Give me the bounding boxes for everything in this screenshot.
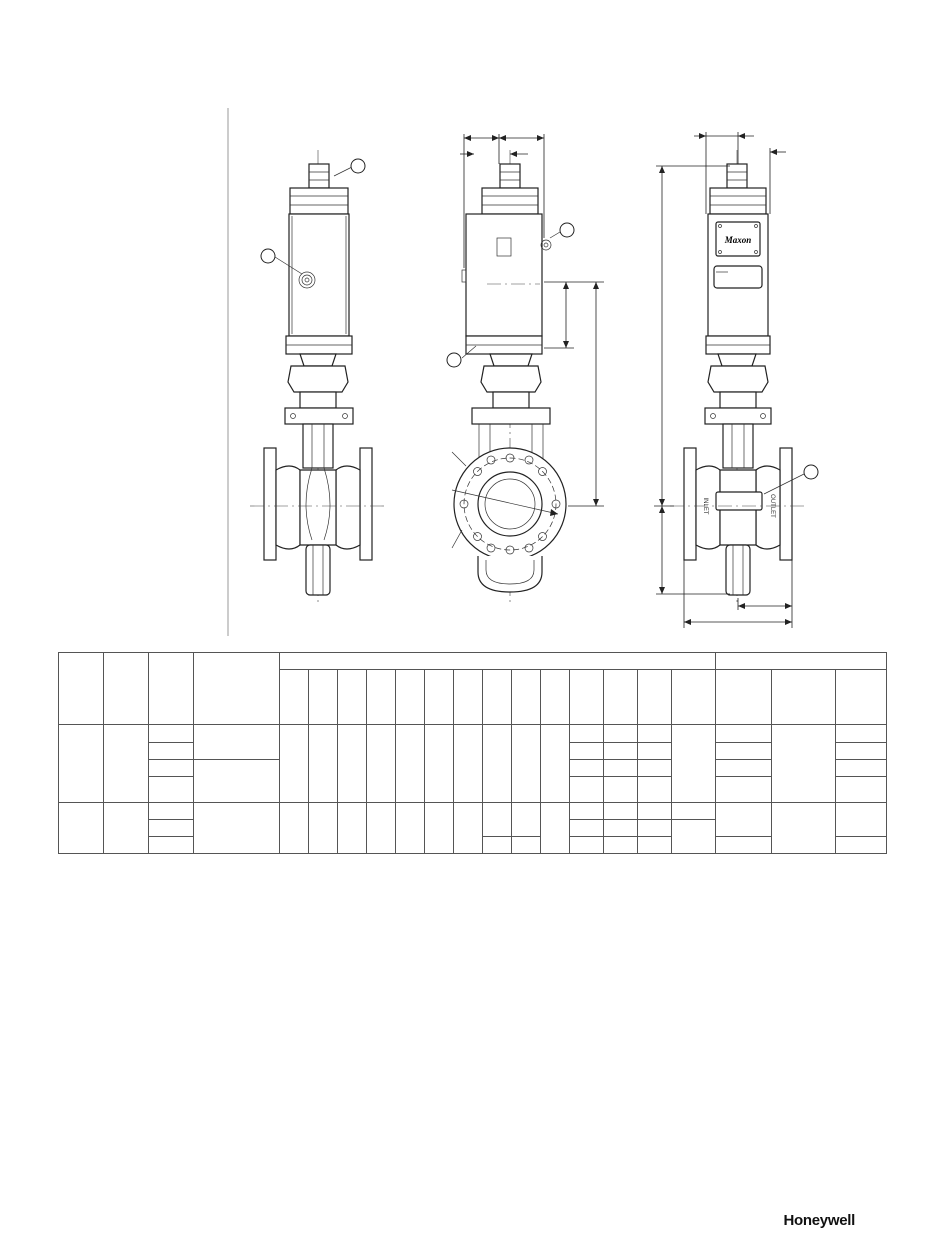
table-header-group [280, 653, 716, 670]
table-header-cell [194, 653, 280, 725]
table-header-cell [104, 653, 149, 725]
honeywell-logo: Honeywell [783, 1212, 855, 1229]
table-row [59, 803, 887, 820]
callout-bubble [804, 465, 818, 479]
inlet-label: INLET [702, 497, 708, 515]
dimension-table [58, 652, 887, 854]
table-header-row [59, 653, 887, 670]
nameplate-logo: Maxon [724, 235, 752, 245]
table-header-cell [59, 653, 104, 725]
rear-view [654, 132, 818, 628]
side-view [250, 150, 386, 606]
table-row [59, 725, 887, 743]
callout-bubble [447, 353, 461, 367]
front-view [447, 134, 604, 606]
table-header-group [716, 653, 887, 670]
outlet-label: OUTLET [769, 494, 775, 518]
callout-bubble [261, 249, 275, 263]
callout-bubble [560, 223, 574, 237]
callout-bubble [351, 159, 365, 173]
table-header-cell [149, 653, 194, 725]
